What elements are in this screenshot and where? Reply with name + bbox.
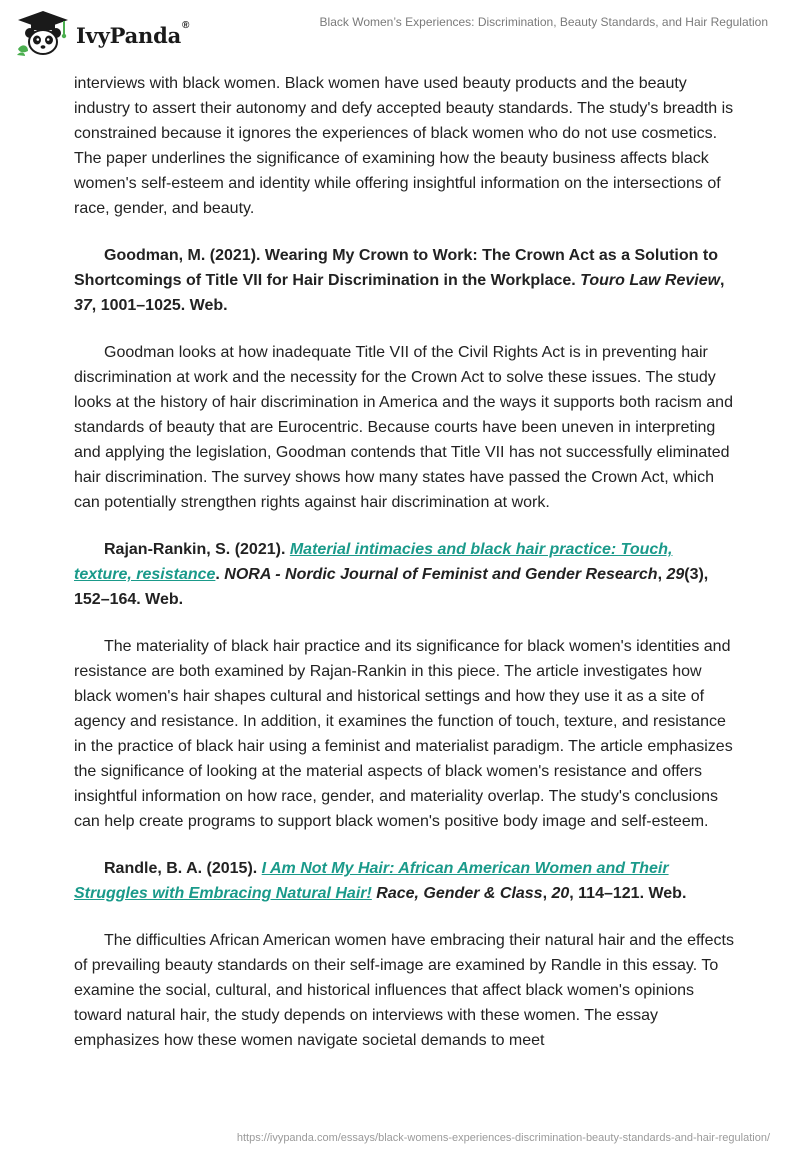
reference-link-rajan-rankin[interactable]: Material intimacies and black hair practice: Touch, texture, resistance xyxy=(74,541,673,583)
page-header xyxy=(0,0,800,60)
brand-name: IvyPanda® xyxy=(76,19,190,48)
page-url[interactable]: https://ivypanda.com/essays/black-womens-experiences-discrimination-beauty-standards-and-hair-regulation/ xyxy=(236,1132,770,1144)
journal-title: Race, Gender & Class xyxy=(376,885,543,902)
reference-link-randle[interactable]: I Am Not My Hair: African American Women and Their Struggles with Embracing Natural Hair! xyxy=(74,860,669,902)
journal-title: Touro Law Review xyxy=(580,272,721,289)
document-title: Black Women’s Experiences: Discrimination, Beauty Standards, and Hair Regulation xyxy=(319,15,768,29)
reference-randle: Randle, B. A. (2015). I Am Not My Hair: African American Women and Their Struggles with Embracing Natural Hair! Race, Gender & Class, 20, 114–121. Web. xyxy=(74,860,687,902)
journal-volume: 37 xyxy=(74,297,92,314)
ivypanda-logo[interactable] xyxy=(14,9,189,57)
summary-rajan-rankin: The materiality of black hair practice and its significance for black women's identities and resistance are both examined by Rajan-Rankin in this piece. The article investigates how black women's hair shapes cultural and historical settings and how they use it as a site of agency and resistance. In addition, it examines the function of touch, texture, and resistance in the practice of black hair using a feminist and materialist paradigm. The article emphasizes the significance of looking at the material aspects of black women's resistance and offers insightful information on how race, gender, and materiality overlap. The study's conclusions can help create programs to support black women's positive body image and self-esteem. xyxy=(74,638,733,830)
journal-title: NORA - Nordic Journal of Feminist and Gender Research xyxy=(224,566,658,583)
reference-goodman: Goodman, M. (2021). Wearing My Crown to Work: The Crown Act as a Solution to Shortcomings of Title VII for Hair Discrimination in the Workplace. Touro Law Review, 37, 1001–1025. Web. xyxy=(74,247,725,314)
registered-mark: ® xyxy=(182,19,190,31)
essay-content xyxy=(74,71,734,1053)
journal-volume: 29 xyxy=(666,566,685,583)
summary-goodman: Goodman looks at how inadequate Title VII of the Civil Rights Act is in preventing hair discrimination at work and the necessity for the Crown Act to solve these issues. The study looks at the history of hair discrimination in America and the ways it supports both racism and standards of beauty that are Eurocentric. Because courts have been uneven in interpreting and applying the legislation, Goodman contends that Title VII has not successfully eliminated hair discrimination. The survey shows how many states have passed the Crown Act, which can potentially strengthen rights against hair discrimination at work. xyxy=(74,344,733,511)
journal-volume: 20 xyxy=(551,885,570,902)
summary-randle: The difficulties African American women have embracing their natural hair and the effects of prevailing beauty standards on their self-image are examined by Randle in this essay. To examine the social, cultural, and historical influences that affect black women's opinions toward natural hair, the study depends on interviews with these women. The essay emphasizes how these women navigate societal demands to meet xyxy=(74,932,734,1049)
intro-paragraph: interviews with black women. Black women have used beauty products and the beauty industry to assert their autonomy and defy accepted beauty standards. The study's breadth is constrained because it ignores the experiences of black women who do not use cosmetics. The paper underlines the significance of examining how the beauty business affects black women's self-esteem and identity while offering insightful information on the intersections of race, gender, and beauty. xyxy=(74,75,734,217)
panda-graduation-icon xyxy=(14,9,72,57)
reference-rajan-rankin: Rajan-Rankin, S. (2021). Material intimacies and black hair practice: Touch, texture, resistance. NORA - Nordic Journal of Feminist and Gender Research, 29(3), 152–164. Web. xyxy=(74,541,709,608)
